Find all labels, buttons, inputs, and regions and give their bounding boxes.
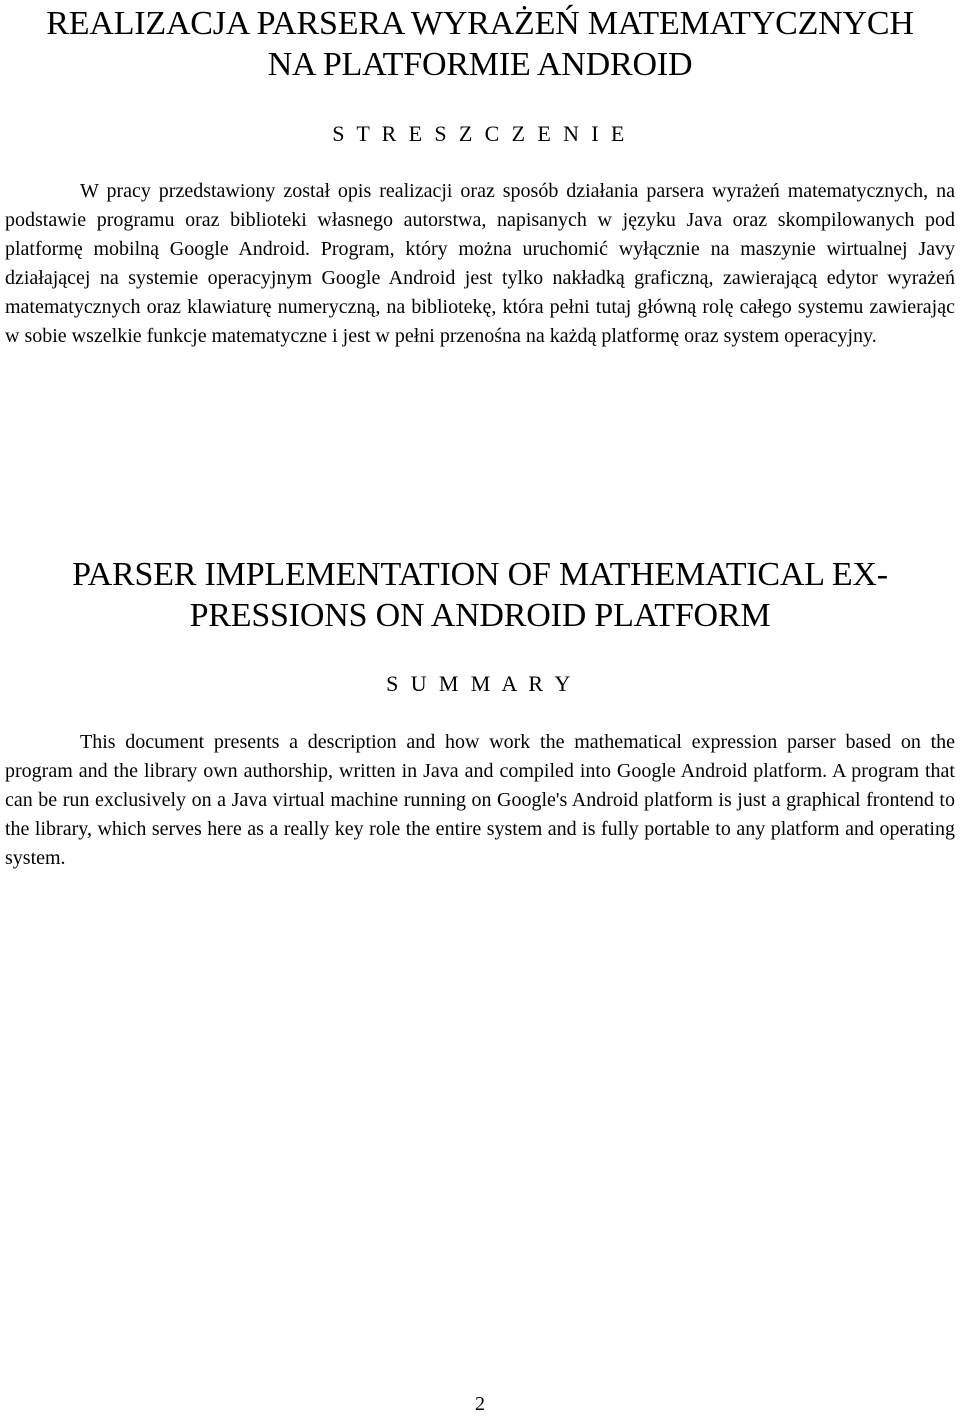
- english-summary-heading: S U M M A R Y: [386, 671, 574, 696]
- polish-title-line1: REALIZACJA PARSERA WYRAŻEŃ MATEMATYCZNYCH: [46, 5, 914, 42]
- polish-abstract: W pracy przedstawiony został opis realizacji oraz sposób działania parsera wyrażeń matematycznych, na podstawie programu oraz biblioteki własnego autorstwa, napisanych w języku Java oraz skompilowanych pod platformę mobilną Google Android. Program, który można uruchomić wyłącznie na maszynie wirtualnej Javy działającej na systemie operacyjnym Google Android jest tylko nakładką graficzną, zawierającą edytor wyrażeń matematycznych oraz klawiaturę numeryczną, na bibliotekę, która pełni tutaj główną rolę całego systemu zawierając w sobie wszelkie funkcje matematyczne i jest w pełni przenośna na każdą platformę oraz system operacyjny.: [5, 180, 955, 347]
- page-number: 2: [475, 1393, 485, 1415]
- polish-title: [0, 3, 960, 85]
- polish-title-line2: NA PLATFORMIE ANDROID: [267, 46, 693, 83]
- english-title-line1: PARSER IMPLEMENTATION OF MATHEMATICAL EX-: [72, 556, 888, 593]
- english-title-line2: PRESSIONS ON ANDROID PLATFORM: [189, 597, 771, 634]
- english-title: [0, 554, 960, 636]
- english-abstract: This document presents a description and how work the mathematical expression parser based on the program and the library own authorship, written in Java and compiled into Google Android platform. A program that can be run exclusively on a Java virtual machine running on Google's Android platform is just a graphical frontend to the library, which serves here as a really key role the entire system and is fully portable to any platform and operating system.: [5, 731, 955, 869]
- polish-summary-heading: S T R E S Z C Z E N I E: [332, 121, 628, 146]
